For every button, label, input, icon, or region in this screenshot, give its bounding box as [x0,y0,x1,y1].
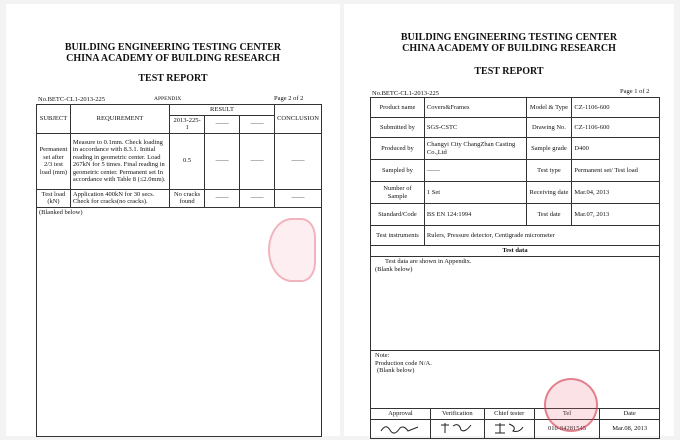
chief-tester-signature [484,419,534,439]
row-dash: —— [240,189,275,207]
date-value: Mar.08, 2013 [600,419,660,439]
col-requirement: REQUIREMENT [70,105,169,134]
approval-signature [371,419,431,439]
center-name-line1: BUILDING ENGINEERING TESTING CENTER [64,42,282,53]
row-requirement: Measure to 0.1mm. Check loading in accordance with 8.3.1. Initial reading in geometric center. Load 267kN for 5 times. Final reading in geometric center. Permanent set In accordance with Table 8 (≤2.0mm). [70,133,169,189]
report-number: No.BETC-CL1-2013-225 [372,90,439,97]
row-result: No cracks found [170,189,205,207]
result-dash: —— [205,115,240,133]
page-number: Page 2 of 2 [274,95,304,102]
report-page-1 [344,4,674,436]
model-label: Model & Type [526,98,572,118]
blanked-below: (Blanked below) [37,207,322,437]
note-line1: Production code N/A. [375,359,432,367]
row-subject: Permanent set after 2/3 test load (mm) [37,133,71,189]
submitted-value: SGS-CSTC [424,118,526,138]
col-conclusion: CONCLUSION [275,105,322,134]
verification-signature [430,419,484,439]
chief-tester-label: Chief tester [484,409,534,420]
col-subject: SUBJECT [37,105,71,134]
submitted-label: Submitted by [371,118,425,138]
number-value: 1 Set [424,182,526,204]
test-data-section [371,257,660,351]
drawing-value: CZ-1106-600 [572,118,660,138]
grade-label: Sample grade [526,138,572,160]
number-label: Number of Sample [371,182,425,204]
instruments-value: Rulers, Pressure detector, Centigrade micrometer [424,226,659,246]
note-line2: (Blank below) [377,367,415,374]
test-date-label: Test date [526,204,572,226]
row-subject: Test load (kN) [37,189,71,207]
product-name-label: Product name [371,98,425,118]
report-number: No.BETC-CL1-2013-225 [38,96,105,103]
seal-stamp [268,218,316,282]
col-result: RESULT [170,105,275,116]
tel-value: 010-84281545 [534,419,600,439]
row-result: 0.5 [170,133,205,189]
drawing-label: Drawing No. [526,118,572,138]
test-data-text: Test data are shown in Appendix. [385,258,472,265]
page-number: Page 1 of 2 [620,88,650,95]
report-page-2 [6,4,340,436]
signature-table [370,408,660,439]
center-name-line1: BUILDING ENGINEERING TESTING CENTER [400,32,618,43]
standard-label: Standard/Code [371,204,425,226]
result-dash: —— [240,115,275,133]
tel-label: Tel [534,409,600,420]
sampled-label: Sampled by [371,160,425,182]
info-table [370,97,660,409]
report-title: TEST REPORT [474,66,544,77]
model-value: CZ-1106-600 [572,98,660,118]
seal-stamp [544,378,598,432]
row-dash: —— [205,133,240,189]
verification-label: Verification [430,409,484,420]
note-section [371,351,660,409]
table-row [37,189,322,207]
standard-value: BS EN 124:1994 [424,204,526,226]
test-type-label: Test type [526,160,572,182]
center-name-line2: CHINA ACADEMY OF BUILDING RESEARCH [66,53,280,64]
produced-label: Produced by [371,138,425,160]
report-title: TEST REPORT [138,73,208,84]
center-name-line2: CHINA ACADEMY OF BUILDING RESEARCH [402,43,616,54]
grade-value: D400 [572,138,660,160]
row-conclusion: —— [275,133,322,189]
row-conclusion: —— [275,189,322,207]
row-dash: —— [205,189,240,207]
row-requirement: Application 400kN for 30 secs. Check for cracks(no cracks). [70,189,169,207]
appendix-label: APPENDIX [154,96,182,102]
instruments-label: Test instruments [371,226,425,246]
approval-label: Approval [371,409,431,420]
row-dash: —— [240,133,275,189]
result-id: 2013-225-1 [170,115,205,133]
test-data-header: Test data [371,246,660,257]
test-type-value: Permanent set/ Test load [572,160,660,182]
sampled-value: —— [424,160,526,182]
table-row [37,133,322,189]
receiving-value: Mar.04, 2013 [572,182,660,204]
test-date-value: Mar.07, 2013 [572,204,660,226]
product-name-value: Covers&Frames [424,98,526,118]
note-label: Note: [375,352,390,359]
receiving-label: Receiving date [526,182,572,204]
produced-value: Changyi City ChangZhan Casting Co.,Ltd [424,138,526,160]
test-data-blank: (Blank below) [375,265,413,273]
date-label: Date [600,409,660,420]
